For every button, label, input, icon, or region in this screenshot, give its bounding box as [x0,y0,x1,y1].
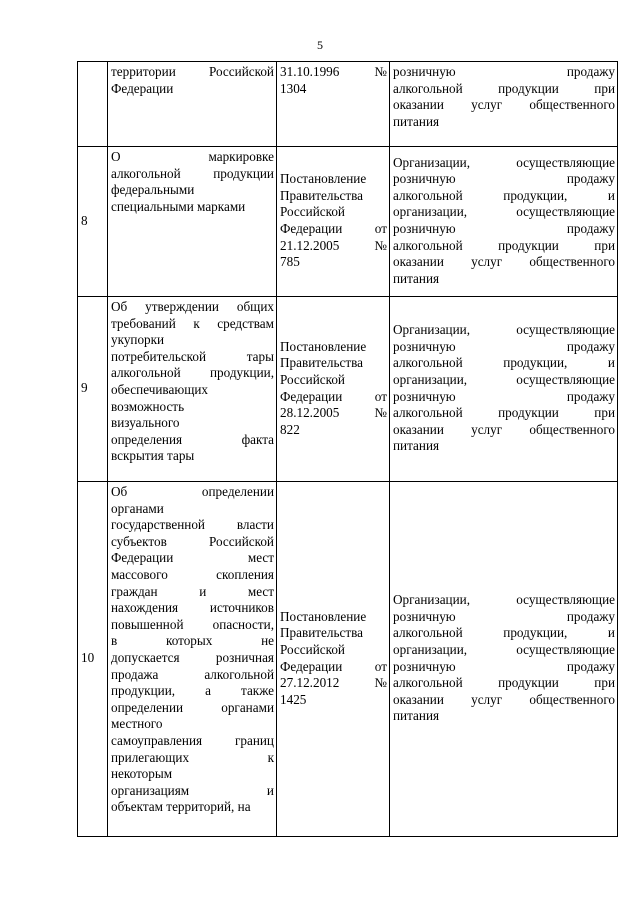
text-line: Российской [280,641,345,657]
text-line: 822 [280,421,300,437]
text-line: 21.12.2005 № [280,237,387,253]
text-line: специальными марками [111,198,246,214]
text-line: Организации, осуществляющие [393,322,615,338]
table-row [78,482,618,837]
page-number: 5 [317,38,323,52]
text-line: продукции, а также [111,683,274,699]
text-line: розничную продажу [393,658,615,674]
text-line: оказании услуг общественного [393,421,615,437]
obligated-subjects-cell [390,62,618,147]
text-line: алкогольной продукции при [393,237,615,253]
text-line: алкогольной продукции, и [393,355,615,371]
text-line: розничную продажу [393,64,615,79]
text-line: допускается розничная [111,649,274,665]
act-reference-cell [277,297,390,482]
text-line: вскрытия тары [111,448,195,464]
text-line: субъектов Российской [111,533,274,549]
act-title-cell [108,62,277,147]
act-reference-cell [277,147,390,297]
text-line: розничную продажу [393,608,615,624]
text-line: нахождения источников [111,600,274,616]
text-line: 1425 [280,691,307,707]
text-line: самоуправления границ [111,732,274,748]
text-line: Постановление [280,171,367,187]
text-line: укупорки [111,332,165,348]
text-line: Организации, осуществляющие [393,154,615,170]
text-line: 27.12.2012 № [280,675,387,691]
text-line: Организации, осуществляющие [393,592,615,608]
text-line: 31.10.1996 № [280,64,387,79]
text-line: питания [393,113,440,129]
text-line: питания [393,270,440,286]
text-line: обеспечивающих [111,381,208,397]
act-title-cell [108,297,277,482]
text-line: возможность [111,398,185,414]
row-number-cell: 10 [78,482,108,837]
text-line: алкогольной продукции [111,165,274,181]
text-line: Об утверждении общих [111,299,274,314]
text-line: оказании услуг общественного [393,691,615,707]
text-line: оказании услуг общественного [393,97,615,113]
row-number-cell [78,62,108,147]
text-line: органами [111,500,164,516]
act-reference-cell [277,482,390,837]
text-line: повышенной опасности, [111,616,274,632]
table-row [78,297,618,482]
text-line: требований к средствам [111,315,274,331]
text-line: потребительской тары [111,348,274,364]
text-line: алкогольной продукции, и [393,625,615,641]
text-line: Российской [280,371,345,387]
text-line: 28.12.2005 № [280,405,387,421]
text-line: визуального [111,415,180,431]
text-line: организации, осуществляющие [393,641,615,657]
text-line: прилегающих к [111,749,274,765]
text-line: алкогольной продукции, [111,365,274,381]
text-line: Правительства [280,355,363,371]
table-row [78,62,618,147]
text-line: розничную продажу [393,171,615,187]
text-line: Федерации от [280,221,387,236]
text-line: определении органами [111,699,274,715]
text-line: некоторым [111,766,173,782]
text-line: Правительства [280,187,363,203]
text-line: алкогольной продукции при [393,405,615,421]
text-line: в которых не [111,633,274,649]
text-line: граждан и мест [111,583,274,599]
regulation-table [77,61,618,837]
text-line: алкогольной продукции, и [393,187,615,203]
text-line: питания [393,438,440,454]
act-title-cell [108,482,277,837]
row-number-cell: 9 [78,297,108,482]
text-line: розничную продажу [393,388,615,404]
text-line: Постановление [280,338,367,354]
obligated-subjects-cell [390,147,618,297]
text-line: алкогольной продукции при [393,80,615,96]
text-line: 785 [280,254,300,270]
text-line: 1304 [280,80,307,96]
text-line: оказании услуг общественного [393,254,615,270]
text-line: организации, осуществляющие [393,204,615,220]
text-line: розничную продажу [393,221,615,236]
obligated-subjects-cell [390,297,618,482]
text-line: местного [111,716,163,732]
text-line: Федерации от [280,388,387,404]
text-line: Постановление [280,608,367,624]
text-line: Правительства [280,625,363,641]
text-line: федеральными [111,182,195,198]
text-line: Федерации [111,80,174,96]
table-row [78,147,618,297]
text-line: определения факта [111,431,274,447]
text-line: организациям и [111,782,274,798]
text-line: О маркировке [111,149,274,164]
text-line: Федерации мест [111,550,274,566]
row-number-cell: 8 [78,147,108,297]
obligated-subjects-cell [390,482,618,837]
text-line: организации, осуществляющие [393,371,615,387]
text-line: алкогольной продукции при [393,675,615,691]
act-reference-cell [277,62,390,147]
text-line: Российской [280,204,345,220]
text-line: массового скопления [111,566,274,582]
text-line: государственной власти [111,517,274,533]
act-title-cell [108,147,277,297]
text-line: питания [393,708,440,724]
text-line: Федерации от [280,658,387,674]
text-line: розничную продажу [393,338,615,354]
regulation-table-body [78,62,618,837]
text-line: Об определении [111,484,274,499]
text-line: объектам территорий, на [111,799,251,815]
text-line: продажа алкогольной [111,666,274,682]
text-line: территории Российской [111,64,274,79]
